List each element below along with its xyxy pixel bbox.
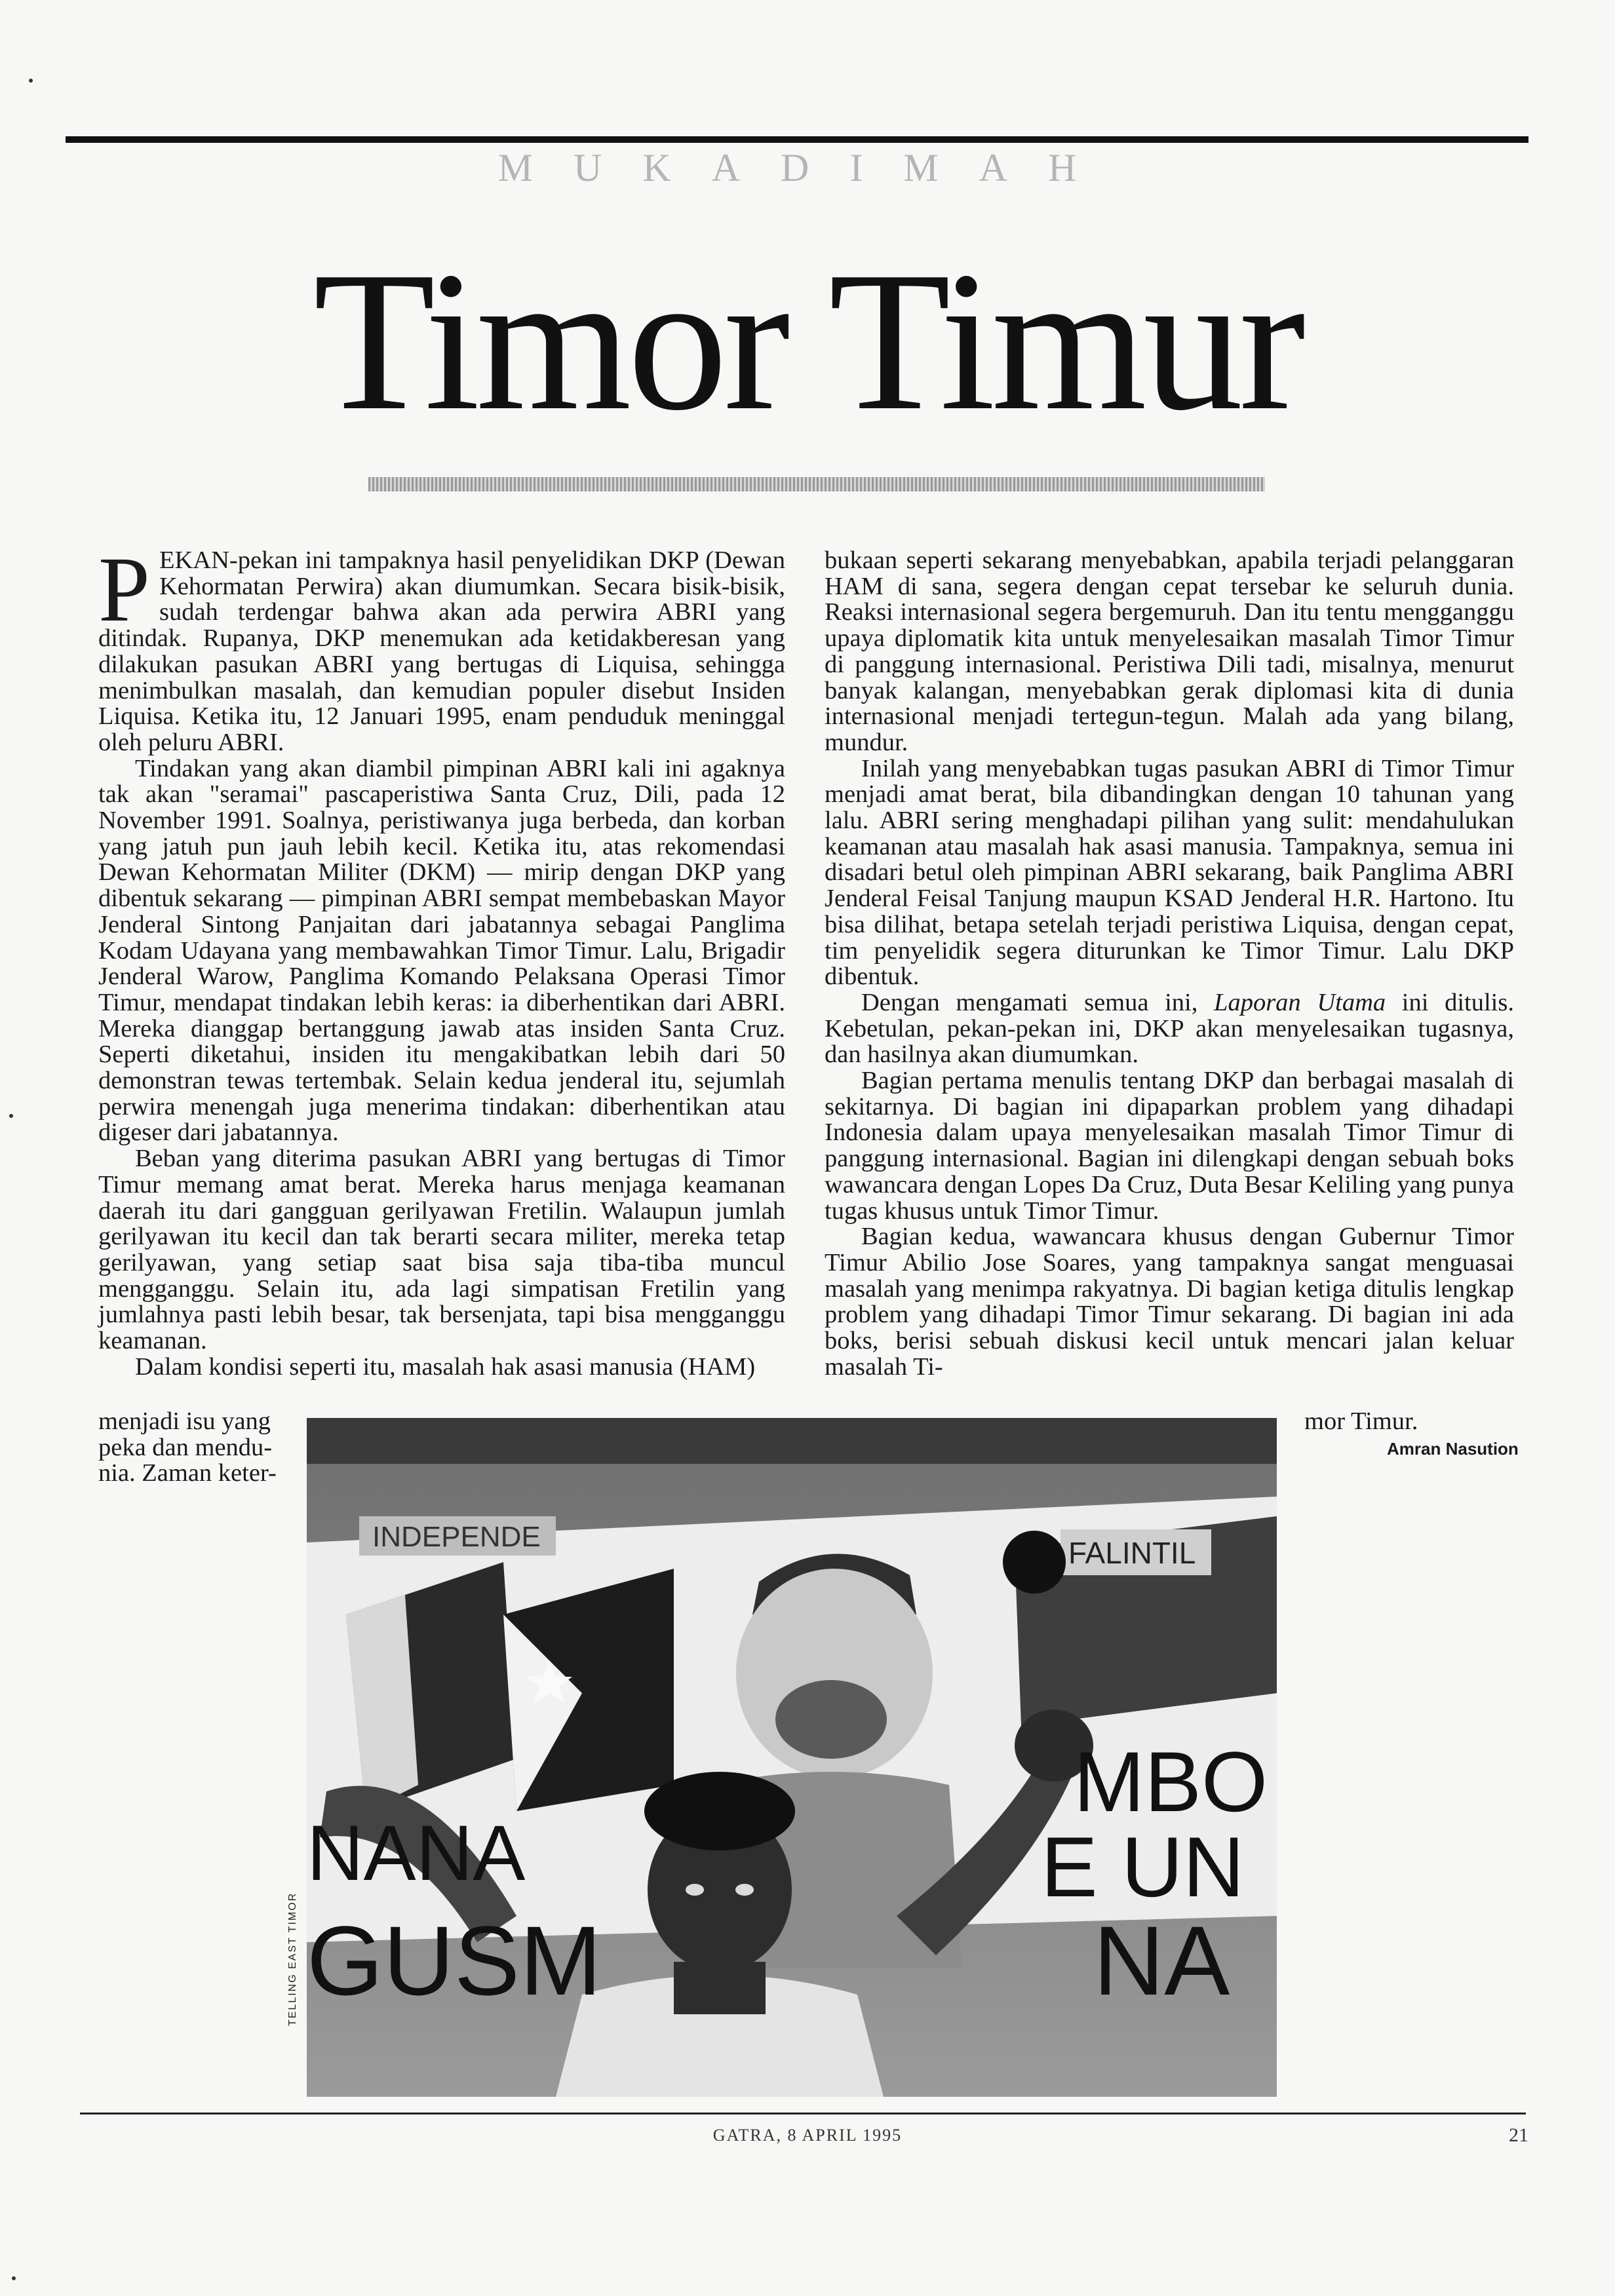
paragraph: Beban yang diterima pasukan ABRI yang bertugas di Timor Timur memang amat berat. Mereka harus menjaga keamanan daerah itu dari gangguan gerilyawan Fretilin. Walaupun jumlah gerilyawan itu kecil dan tak berarti secara militer, mereka tetap gerilyawan, yang setiap saat bisa saja tiba-tiba muncul mengganggu. Selain itu, ada lagi simpatisan Fretilin yang jumlahnya pasti lebih besar, tak bersenjata, tapi bisa mengganggu keamanan.	[98, 1145, 785, 1355]
bottom-rule	[80, 2113, 1526, 2114]
scan-speck	[29, 79, 33, 83]
article-left-column	[98, 537, 785, 1381]
byline: Amran Nasution	[1387, 1439, 1519, 1459]
continuation-line: peka dan mendu-	[98, 1433, 273, 1461]
paragraph: Inilah yang menyebabkan tugas pasukan ABRI di Timor Timur menjadi amat berat, bila dibandingkan dengan 10 tahunan yang lalu. ABRI sering menghadapi pilihan yang sulit: mendahulukan keamanan atau masalah hak asasi manusia. Tampaknya, semua ini disadari betul oleh pimpinan ABRI sekarang, baik Panglima ABRI Jenderal Feisal Tanjung maupun KSAD Jenderal H.R. Hartono. Itu bisa dilihat, betapa setelah terjadi peristiwa Liquisa, dengan cepat, tim penyelidik segera diturunkan ke Timor Timur. Lalu DKP dibentuk.	[825, 754, 1514, 991]
banner-right-line-3: NA	[1093, 1905, 1230, 2016]
continuation-line: nia. Zaman keter-	[98, 1459, 277, 1487]
paragraph-text: ini ditulis. Kebetulan, pekan-pekan ini, DKP akan menyelesaikan tugasnya, dan hasilnya akan diumumkan.	[825, 988, 1514, 1069]
continuation-line: menjadi isu yang	[98, 1407, 271, 1435]
banner-right-line-1: MBO	[1074, 1734, 1268, 1829]
paragraph-text: EKAN-pekan ini tampaknya hasil penyelidikan DKP (Dewan Kehormatan Perwira) akan diumumkan. Secara bisik-bisik, sudah terdengar bahwa akan ada perwira ABRI yang ditindak. Rupanya, DKP menemukan ada ketidakberesan yang dilakukan pasukan ABRI yang bertugas di Liquisa, sehingga menimbulkan masalah, dan kemudian populer disebut Insiden Liquisa. Ketika itu, 12 Januari 1995, enam penduduk meninggal oleh peluru ABRI.	[98, 546, 785, 756]
flag-text: FALINTIL	[1068, 1536, 1196, 1570]
paragraph: Bagian kedua, wawancara khusus dengan Gubernur Timor Timur Abilio Jose Soares, yang tampaknya sangat menguasai masalah yang menimpa rakyatnya. Di bagian ketiga ditulis lengkap problem yang dihadapi Timor Timur sekarang. Di bagian ini ada boks, berisi sebuah diskusi kecil untuk mencari jalan keluar masalah Ti-	[825, 1223, 1514, 1381]
banner-left-bottom: GUSM	[307, 1905, 602, 2016]
section-label: MUKADIMAH	[497, 146, 1118, 189]
italic-title: Laporan Utama	[1214, 988, 1386, 1016]
paragraph: Bagian pertama menulis tentang DKP dan berbagai masalah di sekitarnya. Di bagian ini dipaparkan problem yang dihadapi Indonesia dalam upaya menyelesaikan masalah Timor Timur di panggung internasional. Bagian ini dilengkapi dengan sebuah boks wawancara dengan Lopes Da Cruz, Duta Besar Keliling yang punya tugas khusus untuk Timor Timur.	[825, 1067, 1514, 1225]
title-underline	[368, 477, 1265, 491]
top-rule	[66, 136, 1528, 143]
article-last-line: mor Timur.	[1304, 1407, 1418, 1435]
paragraph-text: Dengan mengamati semua ini,	[861, 988, 1215, 1016]
banner-left-top: NANA	[307, 1809, 526, 1897]
paragraph	[825, 990, 1514, 1068]
page-number: 21	[1509, 2124, 1528, 2146]
paragraph: bukaan seperti sekarang menyebabkan, apabila terjadi pelanggaran HAM di sana, segera dengan cepat tersebar ke seluruh dunia. Reaksi internasional segera bergemuruh. Dan itu tentu mengganggu upaya diplomatik kita untuk menyelesaikan masalah Timor Timur di panggung internasional. Peristiwa Dili tadi, misalnya, menurut banyak kalangan, menyebabkan gerak diplomasi kita di dunia internasional menjadi tertegun-tegun. Malah ada yang bilang, mundur.	[825, 546, 1514, 756]
article-right-column	[825, 548, 1514, 1381]
banner-right-line-2: E UN	[1041, 1819, 1245, 1915]
photo-scene	[307, 1418, 1277, 2097]
paragraph: Tindakan yang akan diambil pimpinan ABRI kali ini agaknya tak akan "seramai" pascaperistiwa Santa Cruz, Dili, pada 12 November 1991. Soalnya, peristiwanya juga berbeda, dan korban yang jatuh pun jauh lebih kecil. Ketika itu, atas rekomendasi Dewan Kehormatan Militer (DKM) — mirip dengan DKP yang dibentuk sekarang — pimpinan ABRI sempat membebaskan Mayor Jenderal Sintong Panjaitan dari jabatannya sebagai Panglima Kodam Udayana yang membawahkan Timor Timur. Lalu, Brigadir Jenderal Warow, Panglima Komando Pelaksana Operasi Timor Timur, mendapat tindakan lebih keras: ia diberhentikan dari ABRI. Mereka dianggap bertanggung jawab atas insiden Santa Cruz. Seperti diketahui, insiden itu mengakibatkan lebih dari 50 demonstran tewas tertembak. Selain kedua jenderal itu, sejumlah perwira menengah juga menerima tindakan: diberhentikan atau digeser dari jabatannya.	[98, 754, 785, 1147]
left-column-continuation	[98, 1409, 295, 1487]
scan-speck	[9, 1114, 13, 1118]
paragraph: Dalam kondisi seperti itu, masalah hak asasi manusia (HAM)	[135, 1352, 756, 1381]
scan-speck	[12, 2276, 16, 2280]
paragraph	[98, 537, 785, 756]
drop-cap: P	[98, 537, 150, 641]
photo-credit: TELLING EAST TIMOR	[287, 1892, 298, 2026]
page-title: Timor Timur	[313, 230, 1302, 451]
article-photo	[307, 1418, 1277, 2097]
footer-publication: GATRA, 8 APRIL 1995	[712, 2126, 903, 2145]
sign-text: INDEPENDE	[372, 1521, 541, 1553]
